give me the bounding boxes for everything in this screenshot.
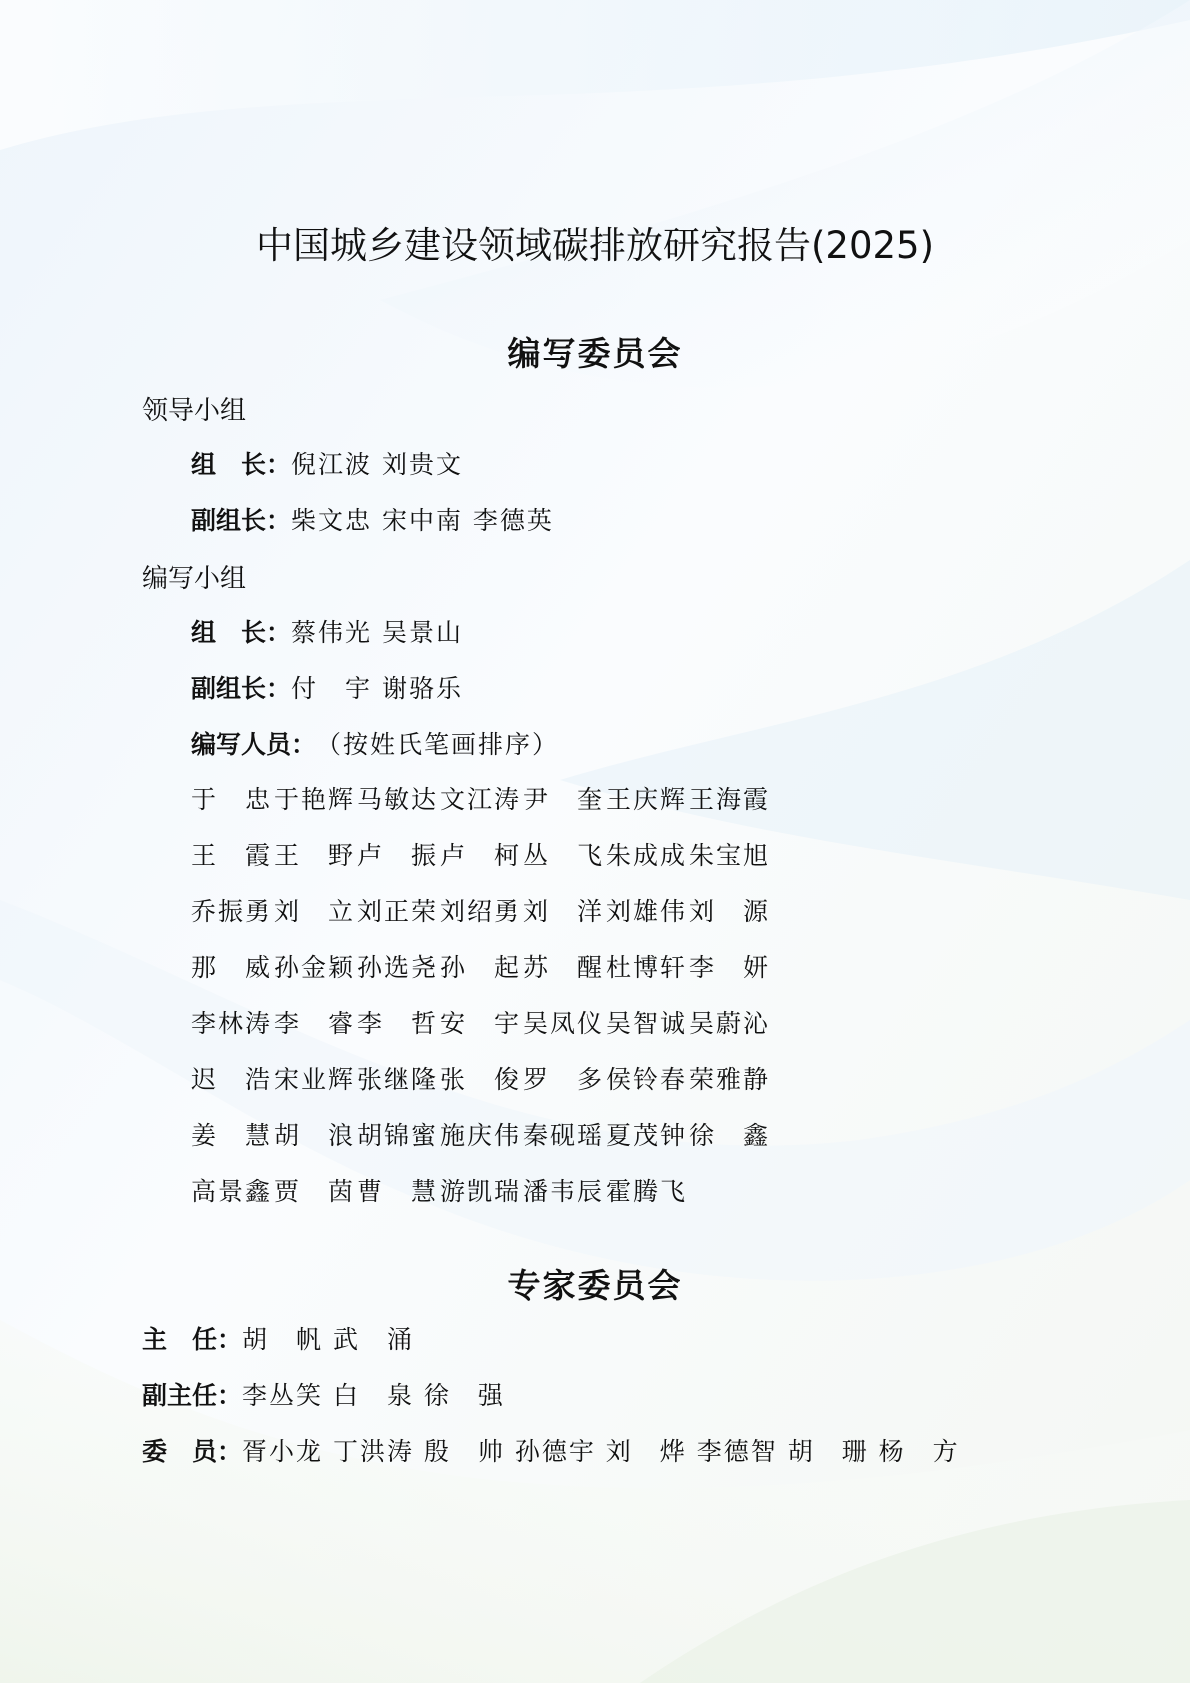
member-names-row: [191, 838, 772, 874]
member-name: 马敏达: [357, 785, 439, 814]
member-name: 吴凤仪: [523, 1009, 605, 1038]
member-name: 游凯瑞: [440, 1177, 522, 1206]
member-name: 胡锦蜜: [357, 1121, 439, 1150]
leadership-deputy-row: [191, 503, 554, 539]
document-title: 中国城乡建设领域碳排放研究报告(2025): [255, 224, 935, 267]
member-name: 曹 慧: [357, 1177, 439, 1206]
role-names: 倪江波 刘贵文: [291, 450, 463, 479]
expert-committee-heading: 专家委员会: [507, 1266, 683, 1305]
member-name: 刘 立: [274, 897, 356, 926]
sort-note: （按姓氏笔画排序）: [316, 730, 560, 759]
member-name: 刘正荣: [357, 897, 439, 926]
leadership-leader-row: [191, 447, 463, 483]
member-name: 孙 起: [440, 953, 522, 982]
member-name: 迟 浩: [191, 1065, 273, 1094]
leadership-group-heading: 领导小组: [142, 396, 247, 426]
role-label: 委 员：: [142, 1437, 243, 1466]
member-name: 贾 茵: [274, 1177, 356, 1206]
member-name: 姜 慧: [191, 1121, 273, 1150]
member-name: 吴蔚沁: [689, 1009, 771, 1038]
member-name: 夏茂钟: [606, 1121, 688, 1150]
member-name: 卢 振: [357, 841, 439, 870]
member-name: 吴智诚: [606, 1009, 688, 1038]
expert-deputy-director-row: [142, 1378, 505, 1414]
member-name: 潘韦辰: [523, 1177, 605, 1206]
member-name: 那 威: [191, 953, 273, 982]
member-name: 荣雅静: [689, 1065, 771, 1094]
member-names-row: [191, 782, 772, 818]
member-name: 杜博轩: [606, 953, 688, 982]
member-name: 宋业辉: [274, 1065, 356, 1094]
member-name: 李林涛: [191, 1009, 273, 1038]
role-label: 副组长：: [191, 506, 292, 535]
member-name: 安 宇: [440, 1009, 522, 1038]
member-name: 李 哲: [357, 1009, 439, 1038]
member-name: 刘 洋: [523, 897, 605, 926]
member-names-row: [191, 1006, 772, 1042]
expert-director-row: [142, 1322, 414, 1358]
member-name: 霍腾飞: [606, 1177, 688, 1206]
member-name: 朱成成: [606, 841, 688, 870]
member-name: 张 俊: [440, 1065, 522, 1094]
member-name: 文江涛: [440, 785, 522, 814]
member-name: 孙金颖: [274, 953, 356, 982]
member-name: 刘绍勇: [440, 897, 522, 926]
member-name: 秦砚瑶: [523, 1121, 605, 1150]
role-label: 编写人员：: [191, 730, 317, 759]
role-names: 蔡伟光 吴景山: [291, 618, 463, 647]
member-name: 丛 飞: [523, 841, 605, 870]
member-name: 苏 醒: [523, 953, 605, 982]
role-label: 组 长：: [191, 450, 292, 479]
member-name: 王 霞: [191, 841, 273, 870]
role-label: 主 任：: [142, 1325, 243, 1354]
writing-committee-heading: 编写委员会: [507, 334, 683, 373]
member-name: 于 忠: [191, 785, 273, 814]
member-names-row: [191, 1174, 689, 1210]
member-names-row: [191, 894, 772, 930]
member-name: 王海霞: [689, 785, 771, 814]
member-name: 于艳辉: [274, 785, 356, 814]
member-name: 李 睿: [274, 1009, 356, 1038]
member-name: 朱宝旭: [689, 841, 771, 870]
role-names: 胡 帆 武 涌: [242, 1325, 414, 1354]
member-name: 侯铃春: [606, 1065, 688, 1094]
member-name: 高景鑫: [191, 1177, 273, 1206]
member-name: 李 妍: [689, 953, 771, 982]
role-label: 组 长：: [191, 618, 292, 647]
member-name: 罗 多: [523, 1065, 605, 1094]
member-names-row: [191, 950, 772, 986]
member-name: 卢 柯: [440, 841, 522, 870]
member-name: 尹 奎: [523, 785, 605, 814]
writing-deputy-row: [191, 671, 463, 707]
role-names: 柴文忠 宋中南 李德英: [291, 506, 554, 535]
member-name: 刘 源: [689, 897, 771, 926]
member-name: 徐 鑫: [689, 1121, 771, 1150]
role-names: 李丛笑 白 泉 徐 强: [242, 1381, 505, 1410]
member-names-row: [191, 1062, 772, 1098]
writing-members-row: [191, 727, 559, 763]
member-name: 王 野: [274, 841, 356, 870]
role-names: 付 宇 谢骆乐: [291, 674, 463, 703]
role-label: 副主任：: [142, 1381, 243, 1410]
expert-members-row: [142, 1434, 960, 1470]
role-names: 胥小龙 丁洪涛 殷 帅 孙德宇 刘 烨 李德智 胡 珊 杨 方: [242, 1437, 960, 1466]
member-name: 王庆辉: [606, 785, 688, 814]
member-name: 张继隆: [357, 1065, 439, 1094]
member-name: 胡 浪: [274, 1121, 356, 1150]
writing-group-heading: 编写小组: [142, 564, 247, 594]
member-name: 施庆伟: [440, 1121, 522, 1150]
member-name: 乔振勇: [191, 897, 273, 926]
writing-leader-row: [191, 615, 463, 651]
member-name: 刘雄伟: [606, 897, 688, 926]
role-label: 副组长：: [191, 674, 292, 703]
member-name: 孙选尧: [357, 953, 439, 982]
member-names-row: [191, 1118, 772, 1154]
